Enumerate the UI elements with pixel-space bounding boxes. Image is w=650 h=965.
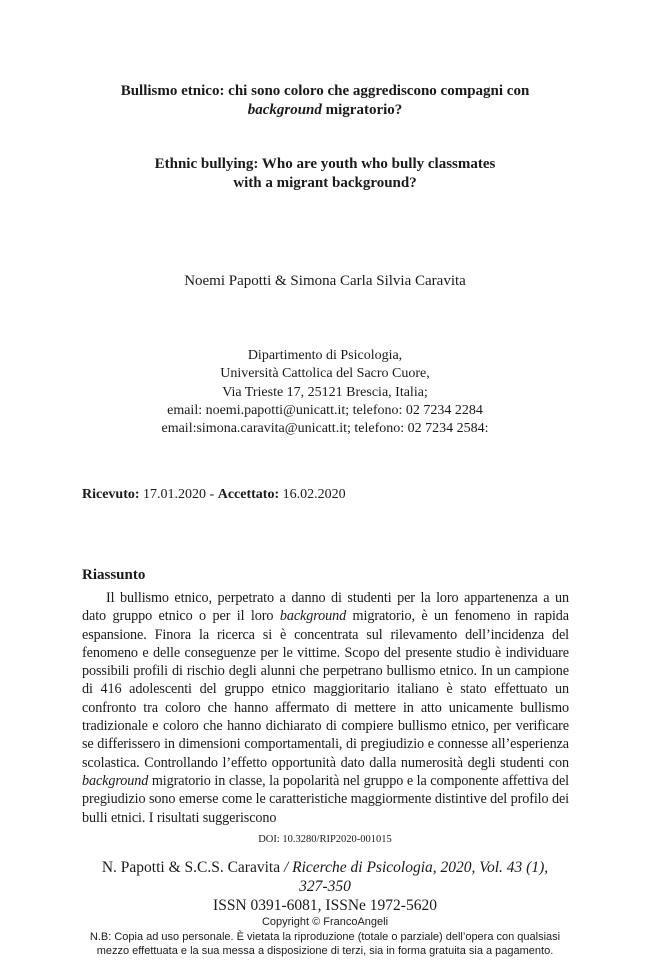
citation-journal: / Ricerche di Psicologia, 2020, Vol. 43 (1), (280, 859, 549, 876)
affiliation-department: Dipartimento di Psicologia, (247, 348, 403, 363)
usage-note (10, 930, 640, 958)
affiliation-address: Via Trieste 17, 25121 Brescia, Italia; (222, 384, 428, 400)
abstract-text-3: migratorio in classe, la popolarità nel gruppo e la componente affettiva del pregiudizio sono emerse come le caratteristiche maggiormente distintive del profilo dei bulli etnici. I risultati suggeriscono (82, 772, 569, 826)
title-italian (0, 82, 650, 120)
affiliation (0, 347, 650, 438)
received-label: Ricevuto: (82, 487, 140, 502)
received-date: 17.01.2020 - (139, 487, 218, 502)
citation (0, 858, 650, 896)
title-italian-line1: Bullismo etnico: chi sono coloro che aggrediscono compagni con (120, 83, 530, 99)
usage-note-line1: N.B: Copia ad uso personale. È vietata la riproduzione (totale o parziale) dell’opera con qualsiasi (89, 931, 561, 943)
abstract-body (82, 589, 569, 827)
citation-line1 (0, 858, 650, 877)
abstract-heading: Riassunto (82, 567, 146, 583)
title-italian-italic: background (247, 102, 322, 118)
affiliation-contact-1: email: noemi.papotti@unicatt.it; telefono: 02 7234 2284 (167, 402, 483, 418)
title-english-line2: with a migrant background? (233, 175, 417, 191)
title-italian-line2 (0, 101, 650, 120)
title-italian-line2-rest: migratorio? (321, 102, 403, 118)
affiliation-contact-2: email:simona.caravita@unicatt.it; telefono: 02 7234 2584: (161, 421, 489, 437)
abstract-italic-2: background (82, 772, 149, 789)
copyright: Copyright © FrancoAngeli (261, 916, 389, 928)
title-english (0, 155, 650, 193)
accepted-date: 16.02.2020 (279, 487, 346, 502)
abstract-italic-1: background (279, 608, 347, 625)
doi: DOI: 10.3280/RIP2020-001015 (258, 834, 392, 845)
citation-authors: N. Papotti & S.C.S. Caravita (101, 859, 281, 876)
accepted-label: Accettato: (217, 487, 280, 502)
citation-pages: 327-350 (299, 878, 351, 895)
submission-dates (82, 486, 346, 504)
abstract-text-1: Il bullismo etnico, perpetrato a danno di studenti per la loro appartenenza a un dato gruppo etnico o per il loro (82, 590, 569, 625)
issn: ISSN 0391-6081, ISSNe 1972-5620 (213, 897, 437, 914)
abstract-text-2: migratorio, è un fenomeno in rapida espansione. Finora la ricerca si è concentrata sul rilevamento dell’incidenza del fenomeno e delle conseguenze per le vittime. Scopo del presente studio è individuare possibili profili di rischio degli alunni che perpetrano bullismo etnico. In un campione di 416 adolescenti del gruppo etnico maggioritario italiano è stato effettuato un confronto tra coloro che hanno affermato di mettere in atto unicamente bullismo tradizionale e coloro che hanno dichiarato di compiere bullismo etnico, per verificare se differissero in dimensioni comportamentali, di pregiudizio e connesse all’esperienza scolastica. Controllando l’effetto opportunità dato dalla numerosità degli studenti con (82, 608, 569, 771)
title-english-line1: Ethnic bullying: Who are youth who bully classmates (154, 156, 496, 172)
usage-note-line2: mezzo effettuata e la sua messa a disposizione di terzi, sia in forma gratuita sia a pagamento. (96, 945, 554, 957)
authors: Noemi Papotti & Simona Carla Silvia Caravita (184, 273, 466, 289)
affiliation-university: Università Cattolica del Sacro Cuore, (220, 366, 430, 382)
